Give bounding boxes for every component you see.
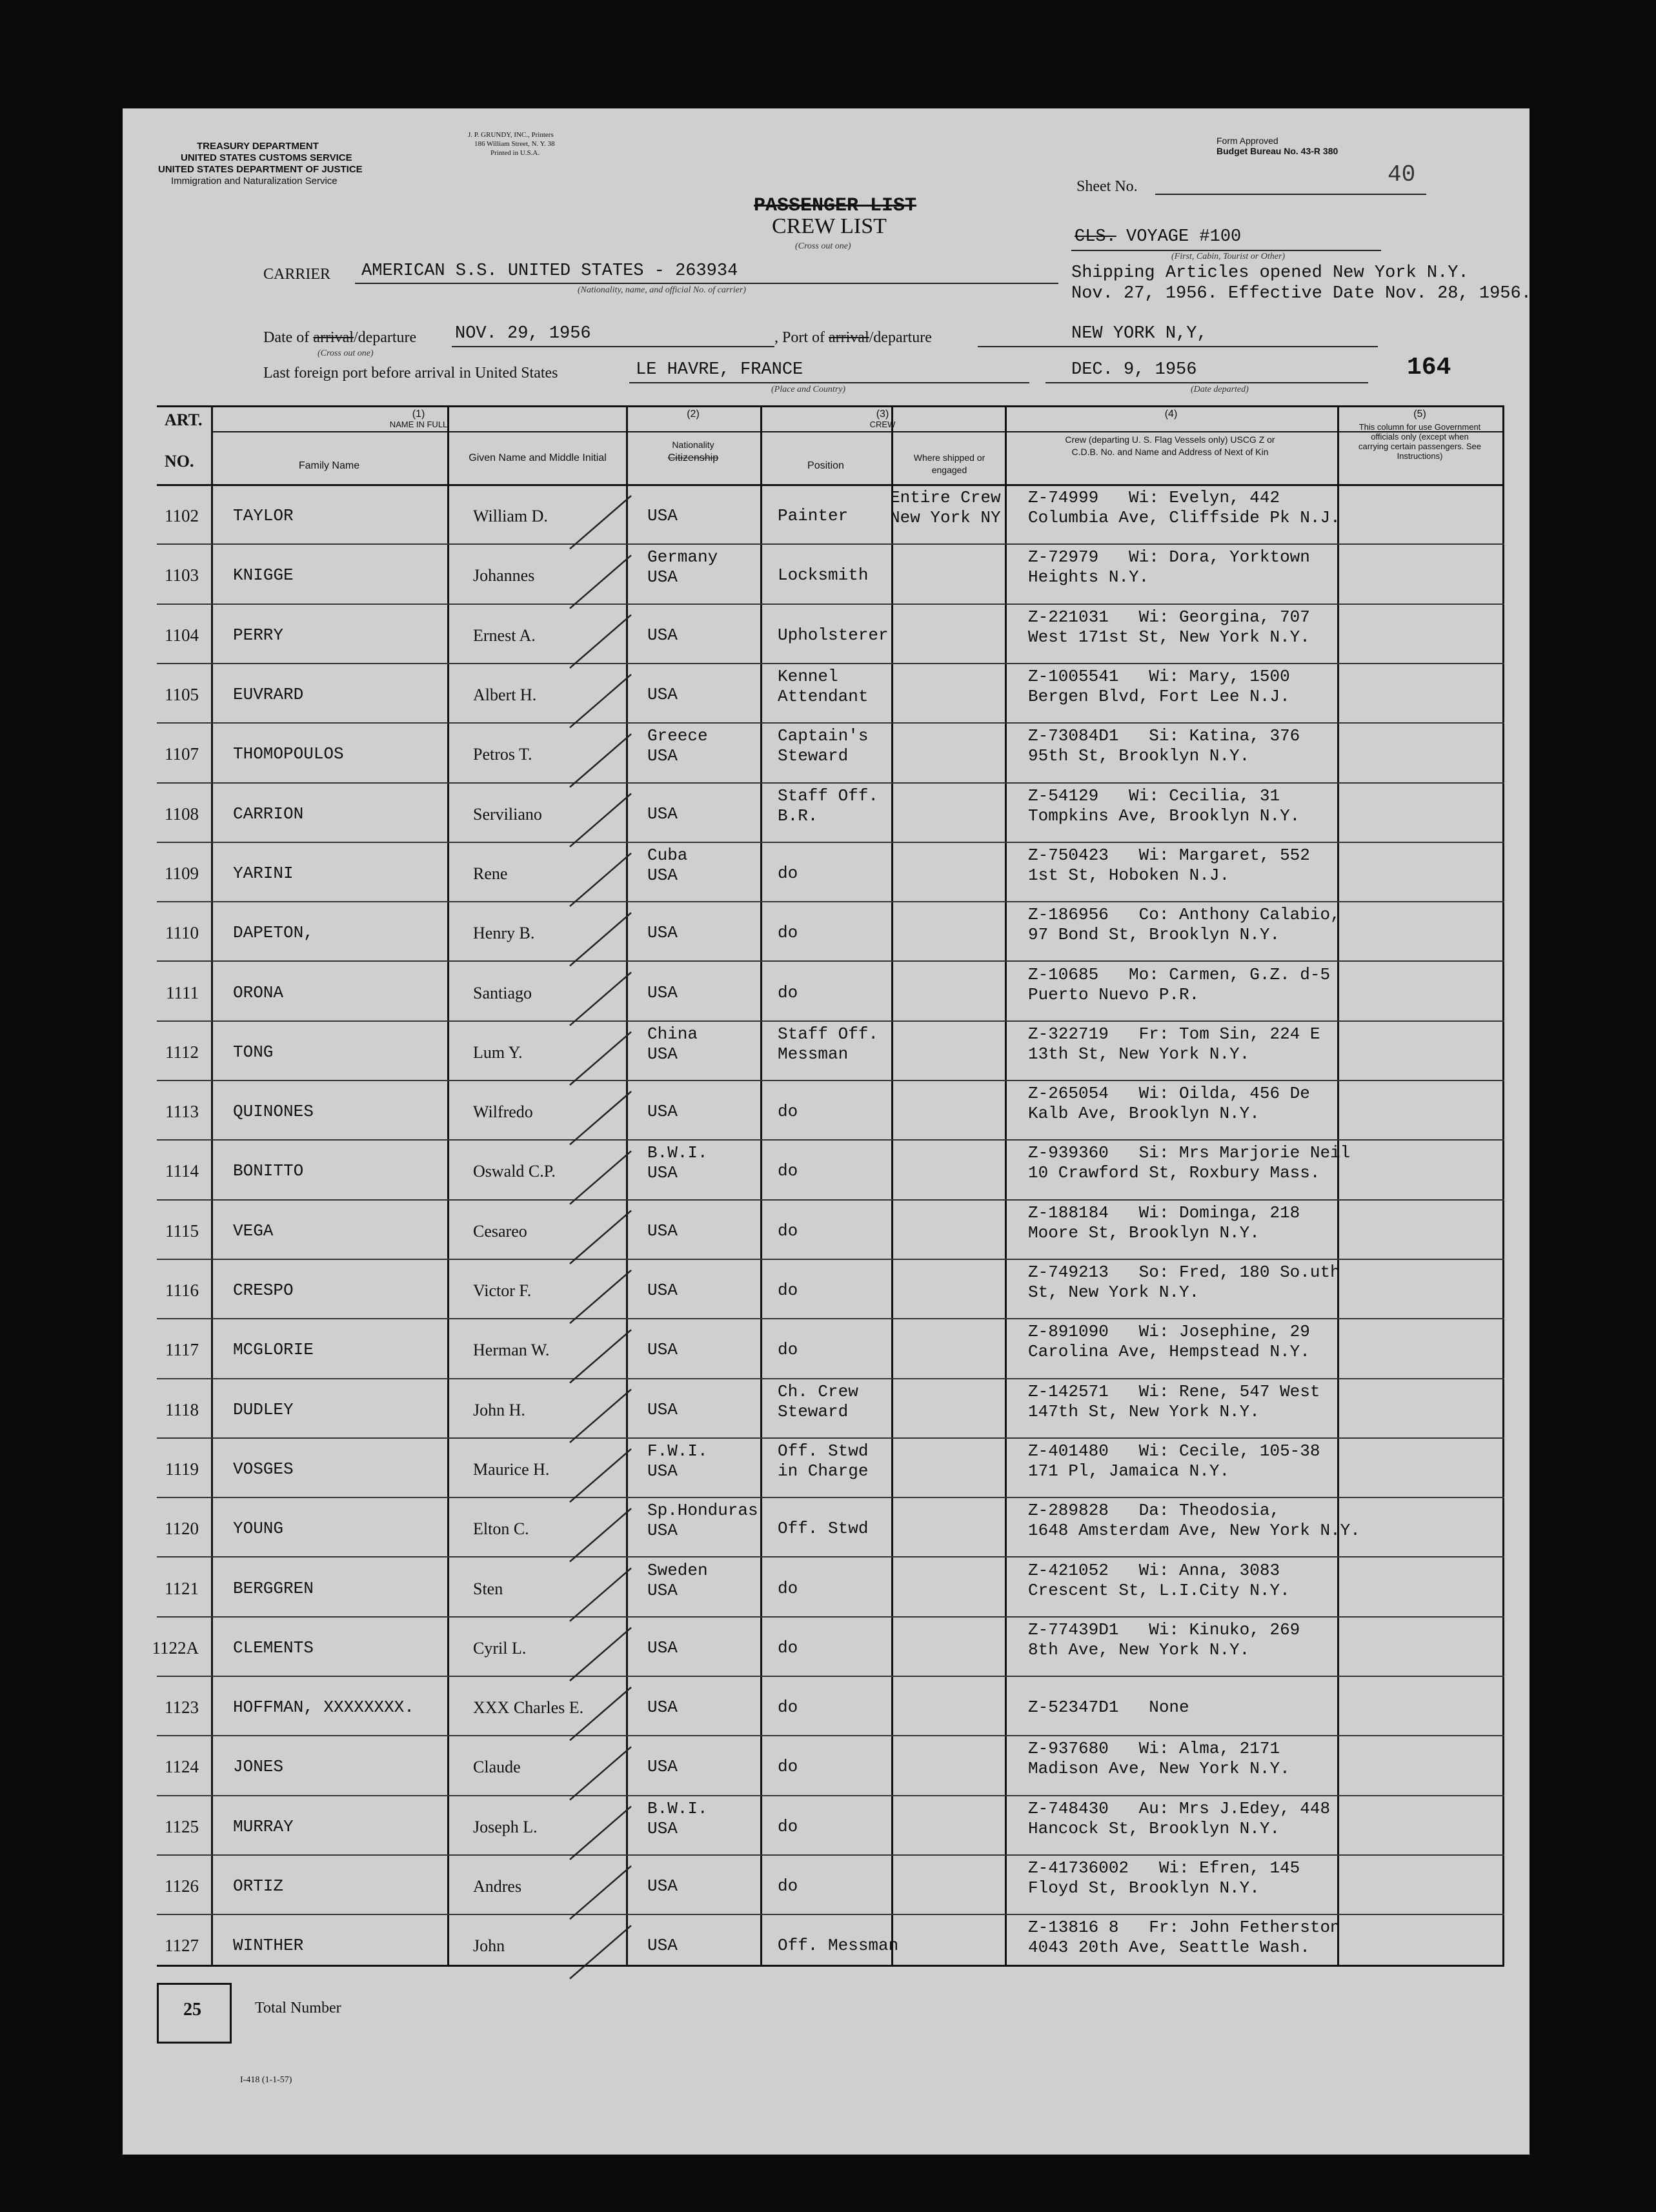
total-label: Total Number [255, 2000, 341, 2016]
crew-header: CREW [869, 420, 896, 429]
given-name: Johannes [473, 566, 535, 585]
given-name: William D. [473, 507, 548, 526]
nationality: Cuba USA [647, 845, 688, 885]
agency-line: TREASURY DEPARTMENT [197, 141, 319, 152]
col4-header: Crew (departing U. S. Flag Vessels only) USCG Z or C.D.B. No. and Name and Address of Next of Kin [1065, 434, 1275, 457]
nationality: USA [647, 923, 678, 943]
check-mark [570, 615, 631, 668]
family-name: TONG [233, 1042, 274, 1062]
last-port-underline [629, 382, 1029, 383]
position: do [778, 923, 798, 943]
form-title: CREW LIST [772, 214, 887, 238]
sheet-label: Sheet No. [1076, 178, 1138, 195]
family-name: EUVRARD [233, 685, 304, 705]
position: Painter [778, 506, 849, 526]
check-mark [570, 1508, 631, 1561]
check-mark [570, 794, 631, 847]
given-name: Sten [473, 1579, 503, 1598]
position: do [778, 982, 798, 1002]
shipped-header: Where shipped or engaged [913, 452, 985, 475]
family-name: ORONA [233, 982, 284, 1002]
family-name: DAPETON, [233, 923, 314, 943]
check-mark [570, 913, 631, 966]
position: do [778, 1757, 798, 1777]
nationality: USA [647, 1936, 678, 1956]
col3-number: (3) [876, 409, 889, 420]
given-name: Claude [473, 1758, 521, 1777]
family-name: WINTHER [233, 1936, 304, 1956]
check-mark [570, 1687, 631, 1740]
nationality: Greece USA [647, 726, 708, 766]
date-label [263, 329, 416, 347]
next-of-kin: Z-77439D1 Wi: Kinuko, 269 8th Ave, New York N.Y. [1028, 1619, 1300, 1659]
next-of-kin: Z-748430 Au: Mrs J.Edey, 448 Hancock St, Brooklyn N.Y. [1028, 1798, 1331, 1838]
agency-line: UNITED STATES DEPARTMENT OF JUSTICE [158, 164, 363, 175]
articles-line-2: Nov. 27, 1956. Effective Date Nov. 28, 1956. [1071, 284, 1531, 303]
art-header: ART. [165, 411, 203, 429]
sheet-number: 40 [1388, 161, 1416, 188]
position: do [778, 1578, 798, 1598]
citizenship-struck: Citizenship [667, 452, 719, 463]
date-underline [452, 346, 774, 347]
next-of-kin: Z-265054 Wi: Oilda, 456 De Kalb Ave, Brooklyn N.Y. [1028, 1084, 1310, 1124]
given-name: Albert H. [473, 685, 537, 705]
given-name: Andres [473, 1877, 522, 1896]
family-name-header: Family Name [298, 460, 360, 471]
printer-line: 186 William Street, N. Y. 38 [474, 140, 555, 148]
position: do [778, 1221, 798, 1241]
voyage-struck: CLS. [1075, 227, 1116, 247]
position: Kennel Attendant [778, 667, 869, 707]
class-note: (First, Cabin, Tourist or Other) [1171, 252, 1286, 261]
port-underline [978, 346, 1378, 347]
family-name: VOSGES [233, 1459, 294, 1479]
nationality: Sp.Honduras USA [647, 1501, 758, 1541]
art-number: 1115 [165, 1221, 199, 1241]
next-of-kin: Z-939360 Si: Mrs Marjorie Neil 10 Crawford St, Roxbury Mass. [1028, 1143, 1351, 1183]
next-of-kin: Z-322719 Fr: Tom Sin, 224 E 13th St, New York N.Y. [1028, 1024, 1320, 1064]
next-of-kin: Z-749213 So: Fred, 180 So.uth St, New York N.Y. [1028, 1263, 1340, 1303]
next-of-kin: Z-221031 Wi: Georgina, 707 West 171st St, New York N.Y. [1028, 607, 1310, 647]
date-struck: arrival [313, 329, 354, 346]
next-of-kin: Z-52347D1 None [1028, 1698, 1189, 1718]
col2-number: (2) [687, 409, 700, 420]
check-marks [157, 405, 1504, 1967]
next-of-kin: Z-289828 Da: Theodosia, 1648 Amsterdam Ave, New York N.Y. [1028, 1501, 1360, 1541]
nationality: USA [647, 804, 678, 824]
next-of-kin: Z-186956 Co: Anthony Calabio, 97 Bond St, Brooklyn N.Y. [1028, 905, 1340, 945]
nationality: USA [647, 1638, 678, 1658]
date-label-a: Date of [263, 329, 310, 346]
art-number: 1108 [165, 804, 199, 824]
given-name: Cesareo [473, 1221, 527, 1241]
art-number: 1105 [165, 685, 199, 705]
given-name: Herman W. [473, 1341, 550, 1360]
next-of-kin: Z-142571 Wi: Rene, 547 West 147th St, New York N.Y. [1028, 1381, 1320, 1421]
total-value: 25 [183, 2000, 201, 2020]
art-number: 1125 [165, 1816, 199, 1836]
position: Locksmith [778, 565, 869, 585]
next-of-kin: Z-750423 Wi: Margaret, 552 1st St, Hoboken N.J. [1028, 845, 1310, 885]
carrier-value: AMERICAN S.S. UNITED STATES - 263934 [361, 261, 738, 281]
check-mark [570, 853, 631, 906]
next-of-kin: Z-891090 Wi: Josephine, 29 Carolina Ave, Hempstead N.Y. [1028, 1322, 1310, 1362]
title-struck: PASSENGER LIST [754, 195, 917, 217]
last-port-note: (Place and Country) [771, 385, 846, 394]
date-value: NOV. 29, 1956 [455, 324, 591, 343]
family-name: BONITTO [233, 1161, 304, 1181]
next-of-kin: Z-54129 Wi: Cecilia, 31 Tompkins Ave, Brooklyn N.Y. [1028, 786, 1300, 826]
check-mark [570, 1151, 631, 1204]
col1-title: NAME IN FULL [389, 420, 448, 429]
next-of-kin: Z-13816 8 Fr: John Fetherston 4043 20th Ave, Seattle Wash. [1028, 1918, 1340, 1958]
given-name: Joseph L. [473, 1817, 538, 1836]
position: Off. Stwd [778, 1519, 869, 1539]
family-name: CLEMENTS [233, 1638, 314, 1658]
family-name: MURRAY [233, 1816, 294, 1836]
departed-note: (Date departed) [1191, 385, 1249, 394]
family-name: HOFFMAN, XXXXXXXX. [233, 1698, 414, 1718]
carrier-note: (Nationality, name, and official No. of carrier) [578, 285, 746, 295]
given-name: Wilfredo [473, 1102, 533, 1122]
family-name: MCGLORIE [233, 1340, 314, 1360]
given-name: Oswald C.P. [473, 1162, 556, 1181]
art-number: 1114 [165, 1161, 199, 1181]
given-name: Santiago [473, 983, 532, 1002]
position: Ch. Crew Steward [778, 1381, 858, 1421]
voyage-underline [1071, 250, 1381, 251]
family-name: TAYLOR [233, 506, 294, 526]
next-of-kin: Z-41736002 Wi: Efren, 145 Floyd St, Brooklyn N.Y. [1028, 1858, 1300, 1898]
position: Upholsterer [778, 625, 889, 645]
family-name: QUINONES [233, 1102, 314, 1122]
check-mark [570, 555, 631, 608]
port-label-b: /departure [869, 329, 932, 346]
no-header: NO. [165, 452, 194, 471]
articles-line-1: Shipping Articles opened New York N.Y. [1071, 263, 1469, 283]
art-number: 1120 [165, 1519, 199, 1539]
given-name: John [473, 1936, 505, 1956]
given-name: Henry B. [473, 924, 535, 943]
position: do [778, 1281, 798, 1301]
art-number: 1126 [165, 1876, 199, 1896]
shipped-where: Entire Crew New York NY [890, 488, 1001, 528]
family-name: CARRION [233, 804, 304, 824]
position: do [778, 1698, 798, 1718]
nationality: USA [647, 1876, 678, 1896]
nationality: B.W.I. USA [647, 1798, 708, 1838]
given-name-header: Given Name and Middle Initial [469, 452, 607, 463]
given-name: Rene [473, 864, 508, 883]
date-label-b: /departure [353, 329, 417, 346]
check-mark [570, 972, 631, 1025]
sheet-underline [1155, 194, 1426, 195]
check-mark [570, 1807, 631, 1860]
family-name: CRESPO [233, 1281, 294, 1301]
position: Staff Off. Messman [778, 1024, 879, 1064]
family-name: ORTIZ [233, 1876, 284, 1896]
crew-table [152, 405, 1504, 1967]
nationality: USA [647, 1102, 678, 1122]
art-number: 1107 [165, 744, 199, 764]
art-number: 1111 [166, 982, 199, 1002]
form-code: I-418 (1-1-57) [240, 2075, 292, 2085]
check-mark [570, 1628, 631, 1681]
position: do [778, 1876, 798, 1896]
art-number: 1118 [165, 1399, 199, 1419]
check-mark [570, 1270, 631, 1323]
check-mark [570, 1390, 631, 1443]
agency-line: UNITED STATES CUSTOMS SERVICE [181, 152, 352, 163]
voyage-number: VOYAGE #100 [1126, 227, 1242, 247]
carrier-label: CARRIER [263, 266, 331, 283]
nationality: USA [647, 506, 678, 526]
next-of-kin: Z-937680 Wi: Alma, 2171 Madison Ave, New York N.Y. [1028, 1739, 1290, 1779]
check-mark [570, 1747, 631, 1800]
nationality: China USA [647, 1024, 698, 1064]
given-name: John H. [473, 1400, 525, 1419]
next-of-kin: Z-74999 Wi: Evelyn, 442 Columbia Ave, Cliffside Pk N.J. [1028, 488, 1340, 528]
given-name: Petros T. [473, 745, 532, 764]
check-mark [570, 1449, 631, 1502]
check-mark [570, 734, 631, 787]
position: do [778, 1638, 798, 1658]
art-number: 1124 [165, 1757, 199, 1777]
check-mark [570, 1866, 631, 1919]
art-number: 1122A [152, 1638, 199, 1658]
port-label [774, 329, 932, 347]
title-note: (Cross out one) [795, 241, 851, 251]
check-mark [570, 1211, 631, 1264]
port-struck: arrival [829, 329, 869, 346]
nationality: USA [647, 1281, 678, 1301]
art-number: 1113 [165, 1102, 199, 1122]
next-of-kin: Z-72979 Wi: Dora, Yorktown Heights N.Y. [1028, 547, 1310, 587]
next-of-kin: Z-188184 Wi: Dominga, 218 Moore St, Brooklyn N.Y. [1028, 1202, 1300, 1243]
family-name: YARINI [233, 863, 294, 883]
printer-line: Printed in U.S.A. [490, 149, 540, 157]
col5-number: (5) [1413, 409, 1426, 420]
nationality: F.W.I. USA [647, 1441, 708, 1481]
position: do [778, 1161, 798, 1181]
nationality: Sweden USA [647, 1560, 708, 1600]
nationality: USA [647, 625, 678, 645]
art-number: 1121 [165, 1578, 199, 1598]
art-number: 1116 [165, 1281, 199, 1301]
port-label-a: , Port of [774, 329, 825, 346]
next-of-kin: Z-1005541 Wi: Mary, 1500 Bergen Blvd, Fort Lee N.J. [1028, 667, 1290, 707]
art-number: 1119 [165, 1459, 199, 1479]
check-mark [570, 496, 631, 549]
check-mark [570, 675, 631, 727]
art-number: 1104 [165, 625, 199, 645]
art-number: 1109 [165, 863, 199, 883]
nationality: USA [647, 1221, 678, 1241]
given-name: Victor F. [473, 1281, 532, 1301]
position: do [778, 1102, 798, 1122]
position: Off. Stwd in Charge [778, 1441, 869, 1481]
next-of-kin: Z-401480 Wi: Cecile, 105-38 171 Pl, Jamaica N.Y. [1028, 1441, 1320, 1481]
nationality: USA [647, 1698, 678, 1718]
stamp-number: 164 [1407, 354, 1451, 381]
position: do [778, 863, 798, 883]
check-mark [570, 1032, 631, 1085]
nationality: USA [647, 982, 678, 1002]
given-name: Lum Y. [473, 1042, 523, 1062]
art-number: 1102 [165, 506, 199, 526]
family-name: YOUNG [233, 1519, 284, 1539]
art-number: 1123 [165, 1698, 199, 1718]
art-number: 1117 [165, 1340, 199, 1360]
art-number: 1127 [165, 1936, 199, 1956]
col1-number: (1) [412, 409, 425, 420]
nationality: USA [647, 1340, 678, 1360]
position: do [778, 1340, 798, 1360]
art-number: 1112 [165, 1042, 199, 1062]
nationality: Germany USA [647, 547, 718, 587]
position: Off. Messman [778, 1936, 899, 1956]
family-name: BERGGREN [233, 1578, 314, 1598]
nationality: B.W.I. USA [647, 1143, 708, 1183]
given-name: Maurice H. [473, 1459, 550, 1479]
approval-line: Budget Bureau No. 43-R 380 [1217, 146, 1338, 156]
position: do [778, 1816, 798, 1836]
col5-header: This column for use Government officials only (except when carrying certain passengers. See Instructions) [1358, 422, 1482, 461]
family-name: KNIGGE [233, 565, 294, 585]
departed-underline [1045, 382, 1368, 383]
col4-number: (4) [1164, 409, 1178, 420]
given-name: Serviliano [473, 804, 542, 824]
family-name: DUDLEY [233, 1399, 294, 1419]
family-name: THOMOPOULOS [233, 744, 344, 764]
nationality: USA [647, 1399, 678, 1419]
next-of-kin: Z-421052 Wi: Anna, 3083 Crescent St, L.I.City N.Y. [1028, 1560, 1290, 1600]
position: Staff Off. B.R. [778, 786, 879, 826]
printer-line: J. P. GRUNDY, INC., Printers [468, 131, 554, 139]
art-number: 1103 [165, 565, 199, 585]
nationality: USA [647, 685, 678, 705]
nationality-header: Nationality [672, 440, 714, 450]
next-of-kin: Z-10685 Mo: Carmen, G.Z. d-5 Puerto Nuevo P.R. [1028, 964, 1331, 1004]
check-mark [570, 1568, 631, 1621]
port-value: NEW YORK N,Y, [1071, 324, 1207, 343]
given-name: Elton C. [473, 1519, 529, 1539]
agency-line: Immigration and Naturalization Service [171, 176, 338, 187]
last-port-label: Last foreign port before arrival in United States [263, 365, 558, 381]
given-name: XXX Charles E. [473, 1698, 584, 1718]
date-note: (Cross out one) [318, 349, 374, 358]
nationality: USA [647, 1757, 678, 1777]
family-name: PERRY [233, 625, 284, 645]
art-number: 1110 [165, 923, 199, 943]
check-mark [570, 1330, 631, 1383]
position: Captain's Steward [778, 726, 869, 766]
next-of-kin: Z-73084D1 Si: Katina, 376 95th St, Brooklyn N.Y. [1028, 726, 1300, 766]
given-name: Cyril L. [473, 1638, 527, 1658]
family-name: JONES [233, 1757, 284, 1777]
family-name: VEGA [233, 1221, 274, 1241]
given-name: Ernest A. [473, 625, 536, 645]
carrier-underline [355, 283, 1058, 284]
approval-line: Form Approved [1217, 136, 1278, 146]
position-header: Position [807, 460, 844, 471]
last-port-value: LE HAVRE, FRANCE [636, 360, 803, 380]
departed-value: DEC. 9, 1956 [1071, 360, 1197, 380]
check-mark [570, 1091, 631, 1144]
